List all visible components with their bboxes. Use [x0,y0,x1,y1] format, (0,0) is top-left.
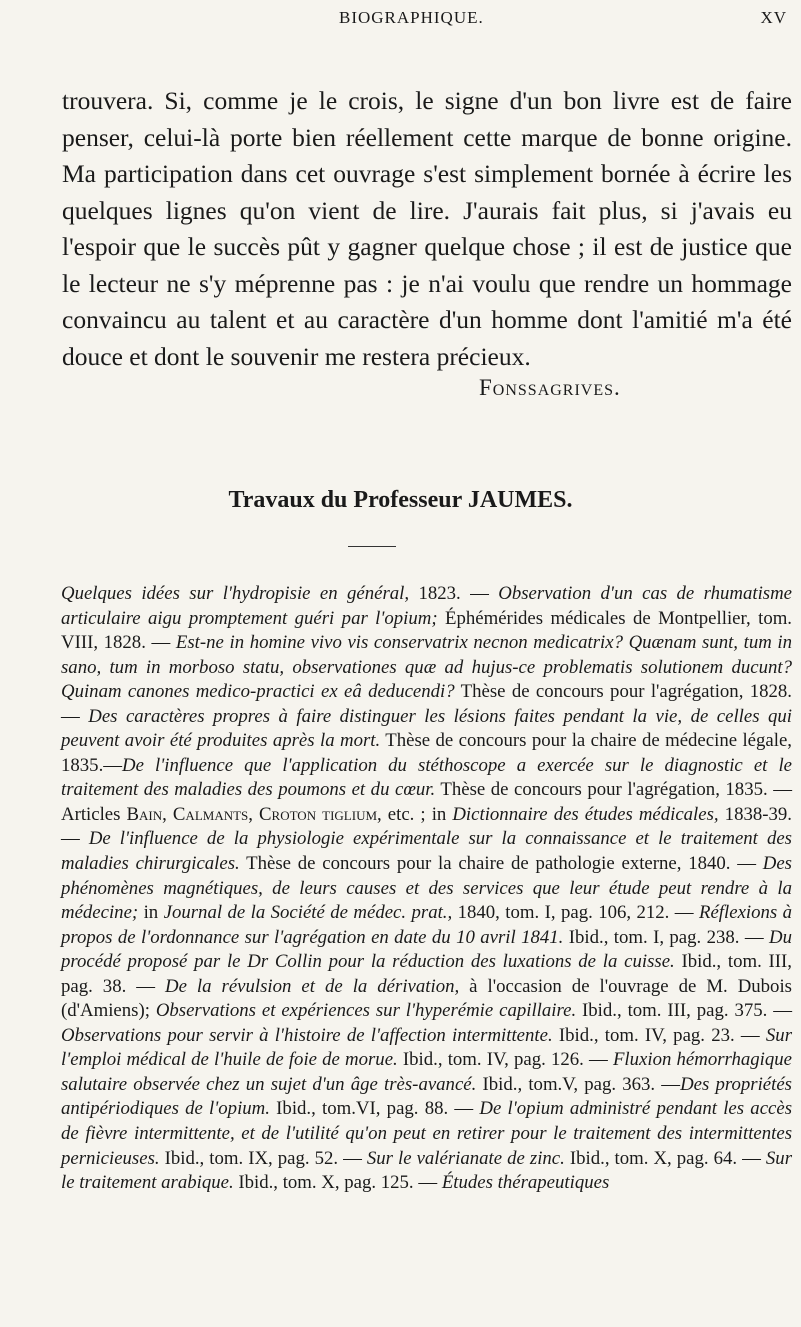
citation-text: à l'occasion de l'ouvrage de M. Dubois (d'Amiens); [61,975,792,1022]
work-title: Sur le valérianate de zinc. [366,1147,565,1169]
work-title: Quelques idées sur l'hydropisie en général, [61,583,410,604]
work-title: Observation d'un cas de rhumatisme articulaire aigu promptement guéri par l'opium; [61,583,792,629]
citation-text: 1838-39. — [61,803,792,850]
preface-paragraph: trouvera. Si, comme je le crois, le signe d'un bon livre est de faire penser, celui-là porte bien réellement cette marque de bonne origine. Ma participation dans cet ouvrage s'est simplement bornée à écrire les quelques lignes qu'on vient de lire. J'aurais fait plus, si j'avais eu l'espoir que le succès pût y gagner quelque chose ; il est de justice que le lecteur ne s'y méprenne pas : je n'ai voulu que rendre un hommage convaincu au talent et au caractère d'un homme dont l'amitié m'a été douce et dont le souvenir me restera précieux. [62,86,792,371]
citation-text: Thèse de concours pour l'agrégation, 1828. — [61,681,792,727]
section-title: Travaux du Professeur JAUMES. [228,487,573,513]
work-title: Des propriétés antipériodiques de l'opium. [61,1073,792,1120]
citation-text: Ibid., tom. IX, pag. 52. — [159,1147,367,1169]
preface-text [62,83,792,375]
work-title: De l'influence de la physiologie expérimentale sur la connaissance et le traitement des maladies chirurgicales. [61,828,792,875]
citation-text: Ibid., tom.VI, pag. 88. — [269,1098,480,1120]
signature: Fonssagrives. [479,375,621,400]
citation-text: Ibid., tom. III, pag. 375. — [576,1000,792,1022]
citation-text: Thèse de concours pour la chaire de médecine légale, 1835.— [61,730,792,776]
running-title: BIOGRAPHIQUE. [339,8,484,27]
citation-text: Ibid., tom. IV, pag. 126. — [397,1049,613,1071]
citation-text: 1823. — [409,583,499,604]
work-title: Du procédé proposé par le Dr Collin pour la réduction des luxations de la cuisse. [61,926,793,973]
citation-text: Ibid., tom. I, pag. 238. — [563,926,770,948]
work-title: Des caractères propres à faire distinguer les lésions faites pendant la vie, de celles qui peuvent avoir été produites après la mort. [61,705,792,752]
work-title: Réflexions à propos de l'ordonnance sur l'agrégation en date du 10 avril 1841. [61,902,793,948]
citation-text: Ibid., tom. X, pag. 125. — [233,1172,442,1194]
article-names: Bain, Calmants, Croton tiglium, [126,803,382,825]
citation-text: Ibid., tom.V, pag. 363. — [476,1073,681,1095]
work-title: Observations et expériences sur l'hyperémie capillaire. [155,1000,577,1022]
separator-rule [348,546,396,547]
work-title: De l'opium administré pendant les accès de fièvre intermittente, et de l'utilité qu'on peut en retirer pour le traitement des intermittentes pernicieuses. [61,1098,793,1169]
work-title: Dictionnaire des études médicales, [452,803,719,825]
citation-text: etc. ; in [381,803,453,825]
running-head [0,8,801,32]
work-title: De la révulsion et de la dérivation, [165,975,460,997]
citation-text: Thèse de concours pour l'agrégation, 1835. — Articles [61,779,792,825]
work-title: Fluxion hémorrhagique salutaire observée chez un sujet d'un âge très-avancé. [61,1049,792,1095]
work-title: Est-ne in homine vivo vis conservatrix necnon medicatrix? Quænam sunt, tum in sano, tum in morboso statu, observationes quæ ad hujus-ce problematis solutionem ducunt? Quinam canones medico-practici ex eâ deducendi? [61,632,792,703]
work-title: Observations pour servir à l'histoire de l'affection intermittente. [61,1024,553,1046]
work-title: Des phénomènes magnétiques, de leurs causes et des services que leur étude peut rendre à la médecine; [61,853,792,924]
citation-text: Ibid., tom. III, pag. 38. — [61,951,792,997]
work-title: Études thérapeutiques [441,1172,610,1194]
bibliography [61,582,792,1196]
citation-text: Thèse de concours pour la chaire de pathologie externe, 1840. — [239,853,763,875]
work-title: De l'influence que l'application du stéthoscope a exercée sur le diagnostic et le traitement des maladies des poumons et du cœur. [61,754,792,801]
citation-text: in [138,902,164,924]
citation-text: Ibid., tom. X, pag. 64. — [564,1147,766,1169]
citation-text: 1840, tom. I, pag. 106, 212. — [452,902,699,924]
citation-text: Ibid., tom. IV, pag. 23. — [552,1024,766,1046]
page-number: XV [760,8,787,27]
citation-text: Éphémérides médicales de Montpellier, tom. VIII, 1828. — [61,607,793,654]
work-title: Sur l'emploi médical de l'huile de foie de morue. [61,1024,792,1071]
work-title: Journal de la Société de médec. prat., [163,902,453,924]
bibliography-paragraph [61,582,792,1196]
work-title: Sur le traitement arabique. [61,1147,792,1194]
